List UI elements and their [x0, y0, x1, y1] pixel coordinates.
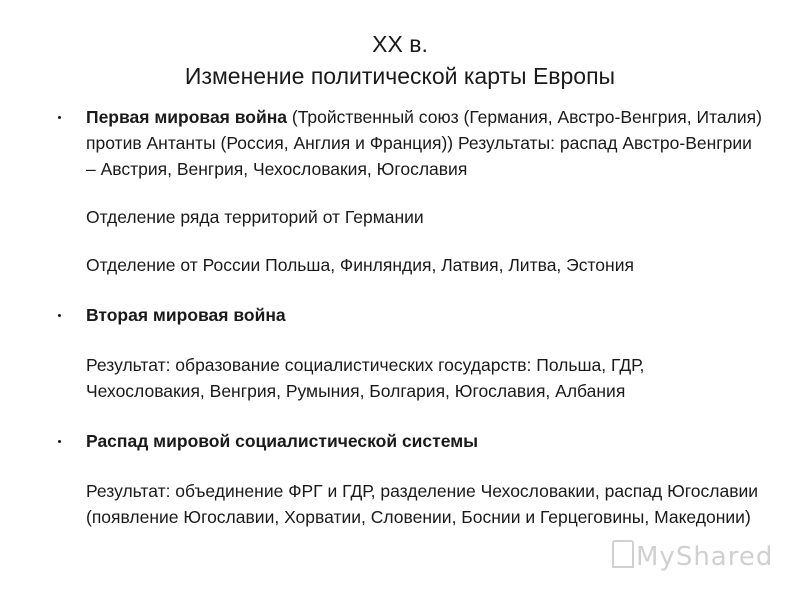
slide-title: [0, 28, 800, 92]
paragraph: Отделение ряда территорий от Германии: [86, 207, 424, 227]
bullet-item-ww2: [56, 302, 766, 328]
slide-content: [56, 104, 766, 530]
watermark: [612, 540, 773, 572]
paragraph: Результат: образование социалистических государств: Польша, ГДР, Чехословакия, Венгрия, Румыния, Болгария, Югославия, Албания: [86, 355, 645, 401]
bullet-dot-icon: [58, 314, 61, 317]
bullet-heading-rest: (Тройственный союз (Германия, Австро-Венгрия, Италия) против Антанты (Россия, Англия и Франция)) Результаты: распад Австро-Венгрии – Австрия, Венгрия, Чехословакия, Югославия: [86, 107, 762, 179]
title-line-2: Изменение политической карты Европы: [184, 63, 616, 89]
title-line-1: XX в.: [372, 31, 428, 57]
bullet-dot-icon: [58, 440, 61, 443]
bullet-item-ww1: [56, 104, 766, 182]
bullet-heading: Распад мировой социалистической системы: [86, 431, 479, 451]
bullet-item-socialist-collapse: [56, 428, 766, 454]
bullet-heading: Первая мировая война: [86, 107, 288, 127]
watermark-logo-icon: [612, 540, 634, 568]
bullet-heading: Вторая мировая война: [86, 305, 286, 325]
watermark-text: MyShared: [636, 542, 774, 572]
bullet-dot-icon: [58, 116, 61, 119]
paragraph: Результат: объединение ФРГ и ГДР, разделение Чехословакии, распад Югославии (появление Югославии, Хорватии, Словении, Боснии и Герцеговины, Македонии): [86, 481, 759, 527]
paragraph: Отделение от России Польша, Финляндия, Латвия, Литва, Эстония: [86, 255, 634, 275]
